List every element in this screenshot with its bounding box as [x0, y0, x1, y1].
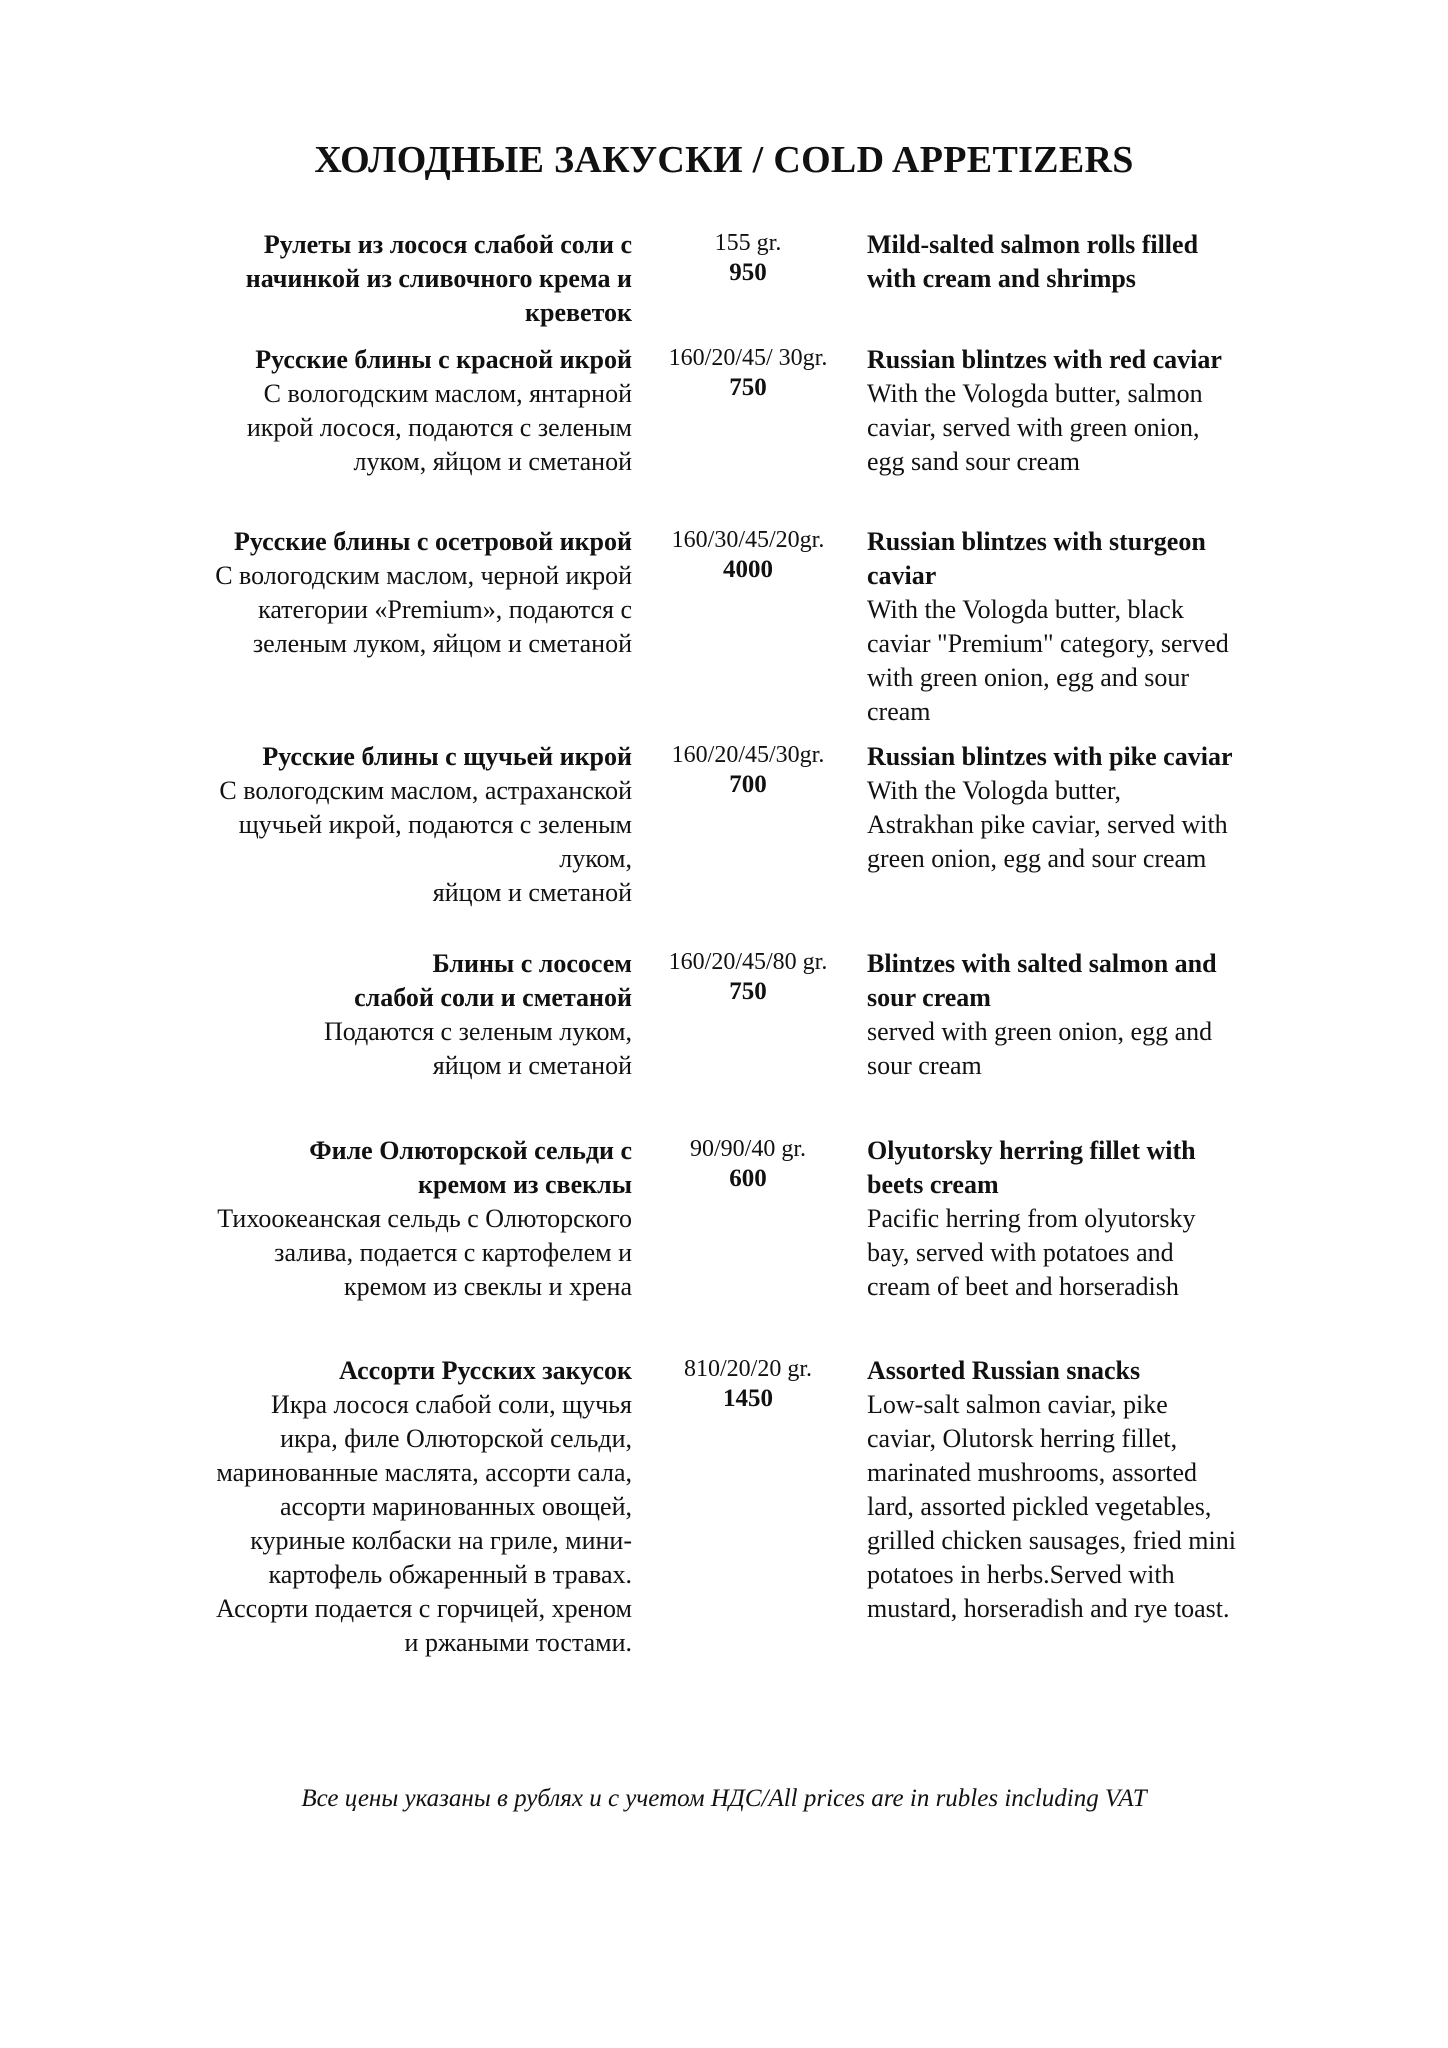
- item-price: 1450: [723, 1385, 773, 1412]
- item-ru-title: Филе Олюторской сельди с: [309, 1136, 632, 1165]
- item-en-desc: with green onion, egg and sour: [867, 663, 1190, 692]
- item-price: 600: [729, 1165, 767, 1192]
- item-weight: 810/20/20 gr.: [683, 1356, 812, 1382]
- item-en-title: Blintzes with salted salmon and: [867, 949, 1217, 978]
- item-ru-title: Русские блины с осетровой икрой: [234, 527, 632, 556]
- item-en-desc: Low-salt salmon caviar, pike: [867, 1390, 1168, 1419]
- item-weight: 160/30/45/20gr.: [671, 527, 825, 553]
- item-en-title: with cream and shrimps: [867, 264, 1136, 293]
- item-ru-desc: кремом из свеклы и хрена: [344, 1272, 632, 1301]
- item-weight: 90/90/40 gr.: [689, 1136, 806, 1162]
- item-en-desc: caviar, served with green onion,: [867, 413, 1200, 442]
- item-price: 750: [729, 978, 767, 1005]
- item-ru-desc: маринованные маслята, ассорти сала,: [216, 1458, 632, 1487]
- item-ru-title: креветок: [525, 298, 632, 327]
- item-ru-desc: куриные колбаски на гриле, мини-: [250, 1526, 632, 1555]
- item-en-desc: green onion, egg and sour cream: [867, 844, 1207, 873]
- item-ru-title: слабой соли и сметаной: [354, 983, 632, 1012]
- item-ru-desc: икрой лосося, подаются с зеленым: [246, 413, 632, 442]
- item-en-title: Russian blintzes with pike caviar: [867, 742, 1233, 771]
- price-note: Все цены указаны в рублях и с учетом НДС/All prices are in rubles including VAT: [301, 1785, 1147, 1812]
- item-ru-desc: зеленым луком, яйцом и сметаной: [252, 629, 632, 658]
- item-ru-desc: Икра лосося слабой соли, щучья: [271, 1390, 632, 1419]
- item-price: 700: [729, 771, 767, 798]
- item-price: 750: [729, 374, 767, 401]
- item-ru-desc: и ржаными тостами.: [404, 1628, 632, 1657]
- item-en-desc: cream: [867, 697, 931, 726]
- item-ru-text: [145, 947, 632, 1083]
- item-ru-title: начинкой из сливочного крема и: [245, 264, 632, 293]
- item-ru-desc: Подаются с зеленым луком,: [323, 1017, 632, 1046]
- item-en-title: caviar: [867, 561, 937, 590]
- item-price: 4000: [723, 556, 773, 583]
- item-ru-desc: щучьей икрой, подаются с зеленым: [238, 810, 632, 839]
- item-ru-title: Русские блины с красной икрой: [255, 345, 632, 374]
- item-en-desc: mustard, horseradish and rye toast.: [867, 1594, 1230, 1623]
- item-en-title: Russian blintzes with sturgeon: [867, 527, 1206, 556]
- item-en-desc: caviar "Premium" category, served: [867, 629, 1229, 658]
- item-weight-price: [643, 228, 853, 288]
- item-ru-text: [145, 228, 632, 330]
- item-en-title: beets cream: [867, 1170, 999, 1199]
- item-ru-title: Блины с лососем: [432, 949, 632, 978]
- item-en-desc: bay, served with potatoes and: [867, 1238, 1174, 1267]
- item-en-desc: sour cream: [867, 1051, 982, 1080]
- item-en-text: [867, 1134, 1307, 1304]
- item-ru-desc: луком, яйцом и сметаной: [353, 447, 632, 476]
- item-en-text: [867, 525, 1307, 729]
- item-ru-text: [145, 525, 632, 661]
- item-ru-desc: Тихоокеанская сельдь с Олюторского: [217, 1204, 632, 1233]
- item-en-text: [867, 228, 1307, 296]
- item-en-desc: grilled chicken sausages, fried mini: [867, 1526, 1236, 1555]
- item-en-text: [867, 947, 1307, 1083]
- item-en-desc: marinated mushrooms, assorted: [867, 1458, 1197, 1487]
- page-title: ХОЛОДНЫЕ ЗАКУСКИ / COLD APPETIZERS: [314, 139, 1134, 181]
- item-ru-desc: картофель обжаренный в травах.: [268, 1560, 632, 1589]
- item-en-title: Russian blintzes with red caviar: [867, 345, 1222, 374]
- item-en-desc: lard, assorted pickled vegetables,: [867, 1492, 1212, 1521]
- item-en-desc: potatoes in herbs.Served with: [867, 1560, 1175, 1589]
- item-weight-price: [643, 1134, 853, 1194]
- item-weight-price: [643, 740, 853, 800]
- item-en-desc: cream of beet and horseradish: [867, 1272, 1179, 1301]
- item-en-title: Mild-salted salmon rolls filled: [867, 230, 1199, 259]
- item-ru-title: Ассорти Русских закусок: [339, 1356, 632, 1385]
- item-weight-price: [643, 343, 853, 403]
- item-en-desc: With the Vologda butter, black: [867, 595, 1184, 624]
- item-ru-desc: икра, филе Олюторской сельди,: [280, 1424, 632, 1453]
- item-en-title: Assorted Russian snacks: [867, 1356, 1141, 1385]
- item-ru-desc: яйцом и сметаной: [432, 1051, 632, 1080]
- item-ru-text: [145, 1134, 632, 1304]
- item-ru-desc: категории «Premium», подаются с: [258, 595, 632, 624]
- item-weight-price: [643, 1354, 853, 1414]
- item-ru-desc: С вологодским маслом, янтарной: [263, 379, 632, 408]
- item-ru-desc: яйцом и сметаной: [432, 878, 632, 907]
- item-en-desc: With the Vologda butter, salmon: [867, 379, 1203, 408]
- item-weight: 160/20/45/30gr.: [671, 742, 825, 768]
- item-price: 950: [729, 259, 767, 286]
- item-en-desc: Astrakhan pike caviar, served with: [867, 810, 1228, 839]
- item-ru-desc: луком,: [559, 844, 632, 873]
- item-weight-price: [643, 947, 853, 1007]
- item-ru-text: [145, 343, 632, 479]
- item-ru-title: Русские блины с щучьей икрой: [262, 742, 632, 771]
- item-en-title: sour cream: [867, 983, 991, 1012]
- item-weight: 160/20/45/80 gr.: [668, 949, 828, 975]
- item-en-title: Olyutorsky herring fillet with: [867, 1136, 1196, 1165]
- item-en-desc: egg sand sour cream: [867, 447, 1080, 476]
- item-ru-desc: С вологодским маслом, черной икрой: [215, 561, 632, 590]
- item-en-desc: caviar, Olutorsk herring fillet,: [867, 1424, 1178, 1453]
- item-en-desc: served with green onion, egg and: [867, 1017, 1213, 1046]
- item-ru-title: Рулеты из лосося слабой соли с: [263, 230, 632, 259]
- item-ru-text: [145, 740, 632, 910]
- item-weight: 155 gr.: [714, 230, 782, 256]
- item-ru-desc: Ассорти подается с горчицей, хреном: [216, 1594, 632, 1623]
- item-en-text: [867, 740, 1307, 876]
- item-ru-desc: С вологодским маслом, астраханской: [219, 776, 632, 805]
- item-ru-text: [145, 1354, 632, 1660]
- item-en-text: [867, 1354, 1307, 1626]
- item-ru-title: кремом из свеклы: [418, 1170, 632, 1199]
- item-en-text: [867, 343, 1307, 479]
- item-weight-price: [643, 525, 853, 585]
- item-ru-desc: залива, подается с картофелем и: [274, 1238, 632, 1267]
- item-en-desc: With the Vologda butter,: [867, 776, 1122, 805]
- item-weight: 160/20/45/ 30gr.: [668, 345, 828, 371]
- item-en-desc: Pacific herring from olyutorsky: [867, 1204, 1196, 1233]
- item-ru-desc: ассорти маринованных овощей,: [279, 1492, 632, 1521]
